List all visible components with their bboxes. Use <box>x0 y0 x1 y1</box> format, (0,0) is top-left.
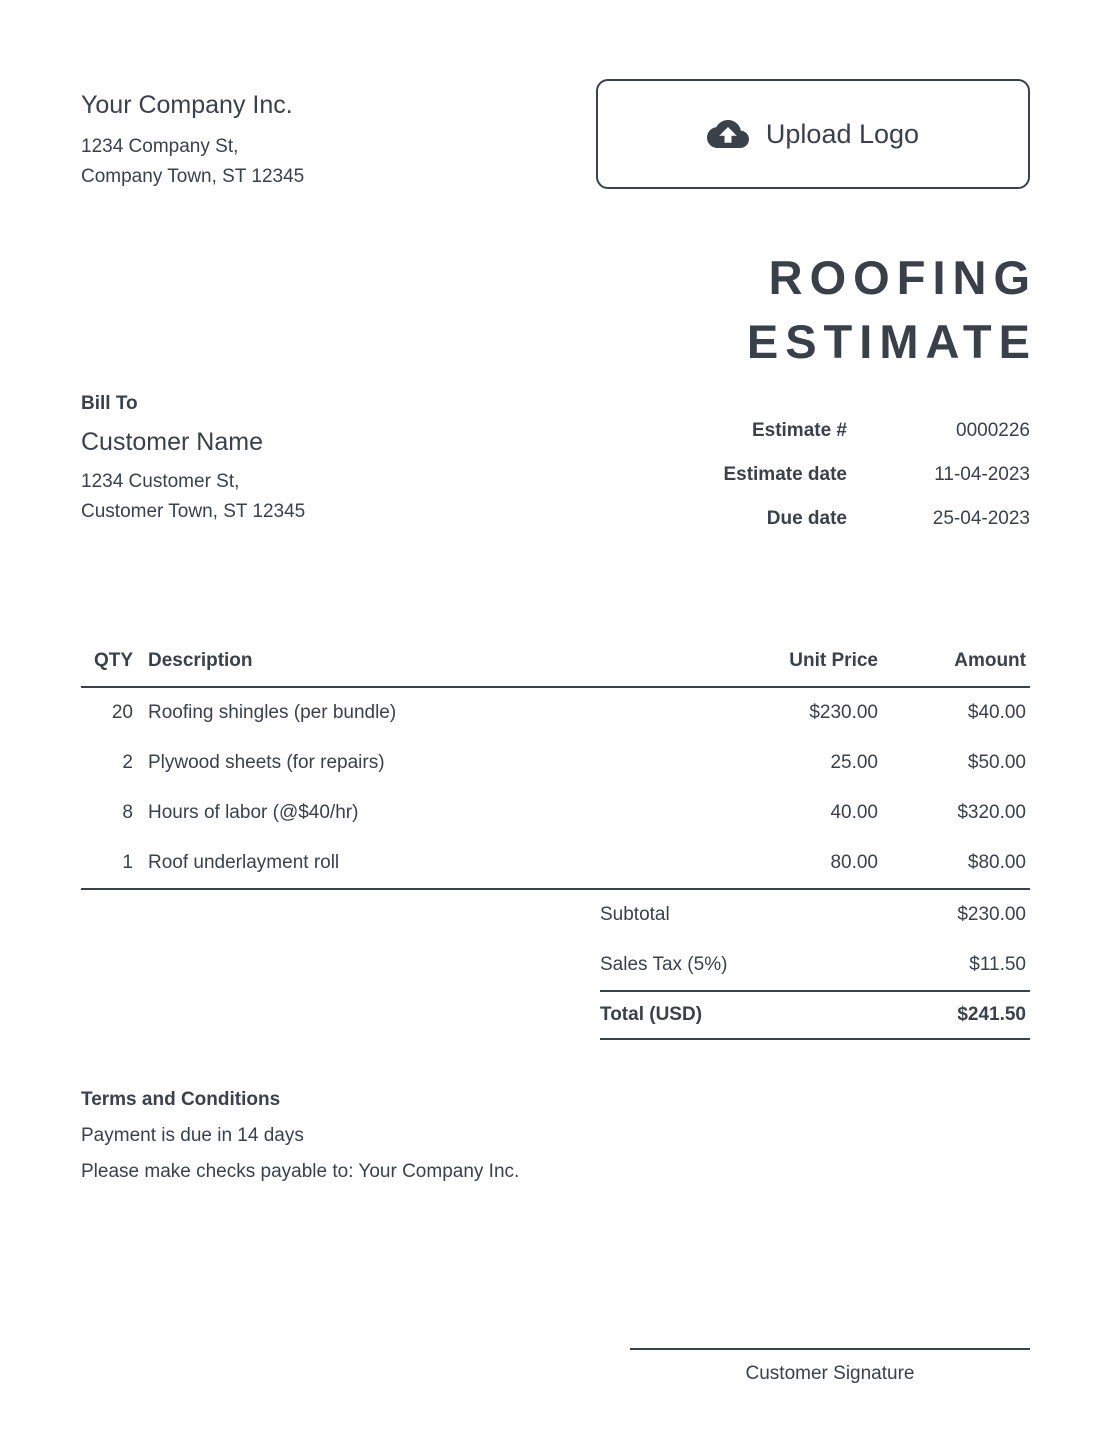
item-amount: $80.00 <box>967 852 1026 873</box>
terms-line2: Please make checks payable to: Your Company Inc. <box>81 1161 520 1182</box>
cloud-upload-icon <box>707 118 749 150</box>
bill-to-block <box>81 392 305 527</box>
estimate-number-row <box>652 420 1030 440</box>
table-row <box>81 688 1030 738</box>
customer-address-line1: 1234 Customer St, <box>81 471 240 492</box>
total-row <box>600 990 1030 1040</box>
sales-tax-label: Sales Tax (5%) <box>600 954 728 975</box>
customer-signature-label: Customer Signature <box>745 1363 915 1384</box>
item-amount: $320.00 <box>957 802 1026 823</box>
sales-tax-value: $11.50 <box>969 954 1026 975</box>
customer-address <box>81 467 305 527</box>
total-value: $241.50 <box>957 1004 1026 1025</box>
sales-tax-row <box>600 940 1030 990</box>
company-address-line2: Company Town, ST 12345 <box>81 166 305 187</box>
estimate-meta <box>652 420 1030 552</box>
item-unit-price: 80.00 <box>830 852 878 873</box>
estimate-date-value: 11-04-2023 <box>934 464 1030 485</box>
customer-signature-area <box>630 1348 1030 1385</box>
customer-address-line2: Customer Town, ST 12345 <box>81 501 306 522</box>
header-unit-price: Unit Price <box>789 650 878 671</box>
item-unit-price: $230.00 <box>809 702 878 723</box>
due-date-value: 25-04-2023 <box>932 508 1030 529</box>
totals-section <box>600 890 1030 1040</box>
items-table-header <box>81 650 1030 688</box>
item-unit-price: 40.00 <box>830 802 878 823</box>
upload-logo-label: Upload Logo <box>765 118 920 149</box>
header-qty: QTY <box>93 650 133 671</box>
item-amount: $40.00 <box>967 702 1026 723</box>
item-qty: 2 <box>122 752 133 773</box>
item-qty: 8 <box>122 802 133 823</box>
subtotal-label: Subtotal <box>600 904 670 925</box>
item-description: Roof underlayment roll <box>148 852 340 873</box>
table-row <box>81 788 1030 838</box>
items-table-body <box>81 688 1030 890</box>
bill-to-label: Bill To <box>81 393 138 414</box>
due-date-row <box>652 508 1030 528</box>
item-qty: 1 <box>122 852 133 873</box>
table-row <box>81 838 1030 888</box>
header-description: Description <box>148 650 253 671</box>
subtotal-row <box>600 890 1030 940</box>
estimate-date-row <box>652 464 1030 484</box>
customer-name: Customer Name <box>81 428 263 456</box>
document-title <box>0 246 1037 374</box>
due-date-label: Due date <box>766 508 847 529</box>
estimate-number-label: Estimate # <box>751 420 847 441</box>
terms-heading: Terms and Conditions <box>81 1089 281 1110</box>
document-title-line1: ROOFING <box>768 251 1037 304</box>
item-description: Hours of labor (@$40/hr) <box>148 802 359 823</box>
item-description: Plywood sheets (for repairs) <box>148 752 385 773</box>
total-label: Total (USD) <box>600 1004 703 1025</box>
estimate-number-value: 0000226 <box>956 420 1030 441</box>
company-info <box>81 79 304 192</box>
company-address <box>81 132 304 192</box>
terms-line1: Payment is due in 14 days <box>81 1125 304 1146</box>
document-title-line2: ESTIMATE <box>746 315 1037 368</box>
upload-logo-button[interactable] <box>596 79 1030 189</box>
header-amount: Amount <box>954 650 1026 671</box>
estimate-date-label: Estimate date <box>723 464 847 485</box>
subtotal-value: $230.00 <box>957 904 1026 925</box>
company-address-line1: 1234 Company St, <box>81 136 239 157</box>
item-description: Roofing shingles (per bundle) <box>148 702 397 723</box>
table-row <box>81 738 1030 788</box>
header <box>0 0 1110 192</box>
items-table <box>81 650 1030 890</box>
info-section <box>0 374 1110 552</box>
item-qty: 20 <box>111 702 133 723</box>
company-name: Your Company Inc. <box>81 91 293 119</box>
terms-section <box>81 1088 1030 1184</box>
item-unit-price: 25.00 <box>830 752 878 773</box>
item-amount: $50.00 <box>967 752 1026 773</box>
